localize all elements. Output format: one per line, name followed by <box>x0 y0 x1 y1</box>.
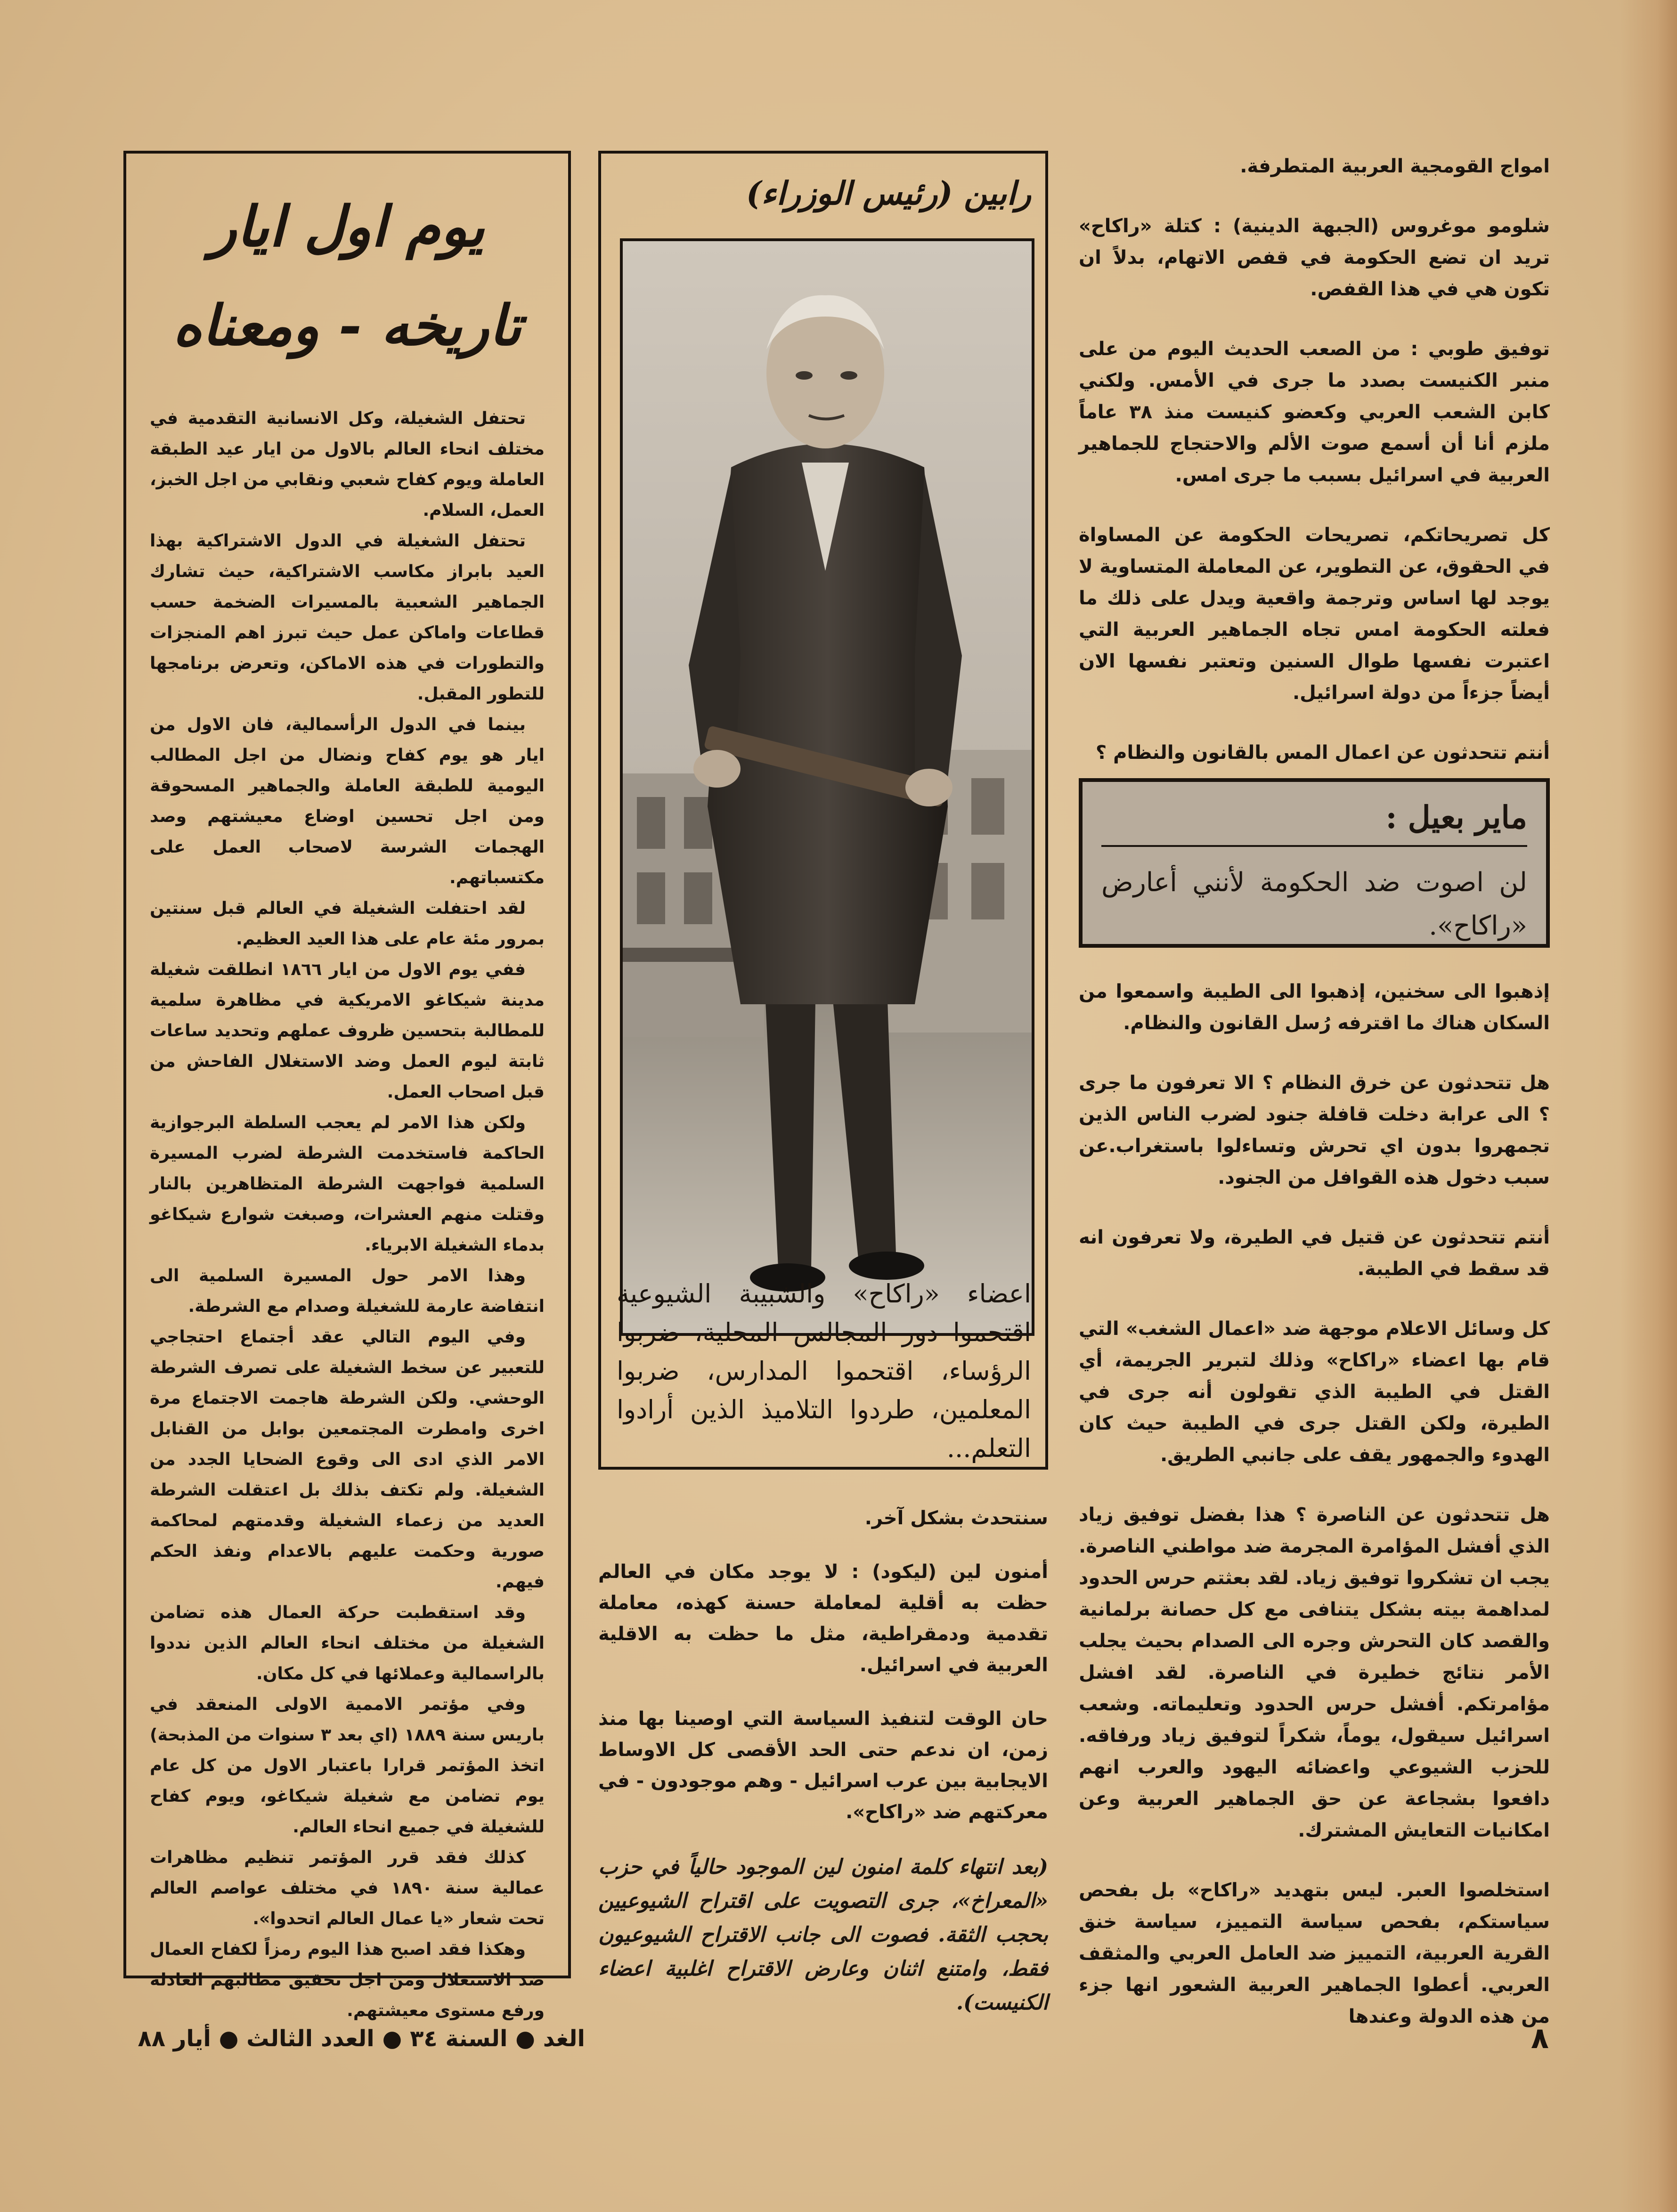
right-column <box>1079 151 1550 2027</box>
paragraph: ففي يوم الاول من ايار ١٨٦٦ انطلقت شغيلة مدينة شيكاغو الامريكية في مظاهرة سلمية للمطالبة بتحسين ظروف عملهم وتحديد ساعات ثابتة ليوم العمل وضد الاستغلال الفاحش من قبل اصحاب العمل. <box>150 960 545 1102</box>
photo-frame <box>598 151 1048 1470</box>
page-number: ٨ <box>1531 2021 1549 2055</box>
paragraph: هل تتحدثون عن الناصرة ؟ هذا بفضل توفيق زياد الذي أفشل المؤامرة المجرمة ضد مواطني الناصرة. يجب ان تشكروا توفيق زياد. لقد بعثتم حرس الحدود لمداهمة بيته بشكل يتنافى مع كل حصانة برلمانية والقصد كان التحرش وجره الى الصدام بحيث يجلب الأمر نتائج خطيرة في الناصرة. لقد افشل مؤامرتكم. أفشل حرس الحدود وتعليماته. وشعب اسرائيل سيقول، يوماً، شكراً لتوفيق زياد ورفاقه. للحزب الشيوعي واعضائه اليهود والعرب انهم دافعوا بشجاعة عن حق الجماهير العربية وعن امكانيات التعايش المشترك. <box>1079 1504 1550 1841</box>
italic-note: (بعد انتهاء كلمة امنون لين الموجود حالياً في حزب «المعراخ»، جرى التصويت على اقتراح الشيوعيين بحجب الثقة. فصوت الى جانب الاقتراح الشيوعيون فقط، وامتنع اثنان وعارض الاقتراح اغلبية اعضاء الكنيست). <box>598 1855 1048 2015</box>
paragraph: أنتم تتحدثون عن قتيل في الطيرة، ولا تعرفون انه قد سقط في الطيبة. <box>1079 1227 1550 1280</box>
page-edge <box>1620 0 1677 2212</box>
subheadline: تاريخه - ومعناه <box>173 293 521 358</box>
quote-box <box>1079 778 1550 948</box>
middle-column <box>594 151 1060 2015</box>
article-body <box>150 403 545 2026</box>
photo-rabin <box>620 238 1034 1336</box>
paragraph: وهكذا فقد اصبح هذا اليوم رمزاً لكفاح العمال ضد الاستغلال ومن اجل تحقيق مطالبهم العادلة ورفع مستوى معيشتهم. <box>150 1940 545 2020</box>
paragraph: تحتفل الشغيلة في الدول الاشتراكية بهذا العيد بابراز مكاسب الاشتراكية، حيث تشارك الجماهير الشعبية بالمسيرات الضخمة حسب قطاعات واماكن عمل حيث تبرز اهم المنجزات والتطورات في هذه الاماكن، وتعرض برنامجها للتطور المقبل. <box>150 531 545 704</box>
paragraph: حان الوقت لتنفيذ السياسة التي اوصينا بها منذ زمن، ان ندعم حتى الحد الأقصى كل الاوساط الايجابية بين عرب اسرائيل - وهم موجودون - في معركتهم ضد «راكاح». <box>598 1708 1048 1823</box>
quote-speaker: ماير بعيل : <box>1101 796 1527 847</box>
paragraph: شلومو موغروس (الجبهة الدينية) : كتلة «راكاح» تريد ان تضع الحكومة في قفص الاتهام، بدلاً ان تكون هي في هذا القفص. <box>1079 215 1550 300</box>
paragraph: هل تتحدثون عن خرق النظام ؟ الا تعرفون ما جرى ؟ الى عرابة دخلت قافلة جنود لضرب الناس الذين تجمهروا بدون اي تحرش وتساءلوا باستغراب.عن سبب دخول هذه القوافل من الجنود. <box>1079 1072 1550 1188</box>
headline: يوم اول ايار <box>210 194 485 259</box>
paragraph: كذلك فقد قرر المؤتمر تنظيم مظاهرات عمالية سنة ١٨٩٠ في مختلف عواصم العالم تحت شعار «يا عمال العالم اتحدوا». <box>150 1848 545 1928</box>
photo-illustration <box>623 241 1032 1333</box>
paragraph: استخلصوا العبر. ليس بتهديد «راكاح» بل بفحص سياستكم، بفحص سياسة التمييز، سياسة خنق القرية العربية، التمييز ضد العامل العربي والمثقف العربي. أعطوا الجماهير العربية الشعور انها جزء من هذه الدولة وعندها <box>1079 1879 1550 2027</box>
paragraph: توفيق طوبي : من الصعب الحديث اليوم من على منبر الكنيست بصدد ما جرى في الأمس. ولكني كابن الشعب العربي وكعضو كنيست منذ ٣٨ عاماً ملزم أنا أن أسمع صوت الألم والاحتجاج للجماهير العربية في اسرائيل بسبب ما جرى امس. <box>1079 338 1550 486</box>
paragraph: إذهبوا الى سخنين، إذهبوا الى الطيبة واسمعوا من السكان هناك ما اقترفه رُسل القانون والنظام. <box>1079 981 1550 1034</box>
paragraph: أمنون لين (ليكود) : لا يوجد مكان في العالم حظت به أقلية لمعاملة حسنة كهذه، معاملة تقدمية ودمقراطية، مثل ما حظت به الاقلية العربية في اسرائيل. <box>598 1561 1048 1676</box>
quote-text: لن اصوت ضد الحكومة لأنني أعارض «راكاح». <box>1101 867 1527 941</box>
paragraph: وهذا الامر حول المسيرة السلمية الى انتفاضة عارمة للشغيلة وصدام مع الشرطة. <box>150 1266 545 1316</box>
paragraph: وفي اليوم التالي عقد أجتماع احتجاجي للتعبير عن سخط الشغيلة على تصرف الشرطة الوحشي. ولكن الشرطة هاجمت الاجتماع مرة اخرى وامطرت المجتمعين بوابل من القنابل الامر الذي ادى الى وقوع الضحايا الجدد من الشغيلة. ولم تكتف بذلك بل اعتقلت الشرطة العديد من زعماء الشغيلة وقدمتهم لمحاكمة صورية وحكمت عليهم بالاعدام ونفذ الحكم فيهم. <box>150 1327 545 1592</box>
paragraph: تحتفل الشغيلة، وكل الانسانية التقدمية في مختلف انحاء العالم بالاول من ايار عيد الطبقة العاملة ويوم كفاح شعبي ونقابي من اجل الخبز، العمل، السلام. <box>150 409 545 520</box>
paragraph: وقد استقطبت حركة العمال هذه تضامن الشغيلة من مختلف انحاء العالم الذين نددوا بالراسمالية وعملائها في كل مكان. <box>150 1603 545 1683</box>
issue-info: الغد ● السنة ٣٤ ● العدد الثالث ● أيار ٨٨ <box>138 2025 585 2052</box>
paragraph: ولكن هذا الامر لم يعجب السلطة البرجوازية الحاكمة فاستخدمت الشرطة لضرب المسيرة السلمية فواجهت الشرطة المتظاهرين بالنار وقتلت منهم العشرات، وصبغت شوارع شيكاغو بدماء الشغيلة الابرياء. <box>150 1113 545 1255</box>
paragraph: لقد احتفلت الشغيلة في العالم قبل سنتين بمرور مئة عام على هذا العيد العظيم. <box>150 899 545 949</box>
paragraph: امواج القومجية العربية المتطرفة. <box>1240 155 1550 177</box>
paragraph: أنتم تتحدثون عن اعمال المس بالقانون والنظام ؟ <box>1096 742 1550 764</box>
paragraph: كل وسائل الاعلام موجهة ضد «اعمال الشغب» التي قام بها اعضاء «راكاح» وذلك لتبرير الجريمة، أي القتل في الطيبة الذي تقولون أنه جرى في الطيرة، ولكن القتل جرى في الطيبة حيث كان الهدوء والجمهور يقف على جانبي الطريق. <box>1079 1318 1550 1466</box>
photo-caption: اعضاء «راكاح» والشبيبة الشيوعية اقتحموا دور المجالس المحلية، ضربوا الرؤساء، اقتحموا المدارس، ضربوا المعلمين، طردوا التلاميذ الذين أرادوا التعلم... <box>617 1279 1031 1463</box>
photo-title: رابين (رئيس الوزراء) <box>746 175 1031 212</box>
left-column-article <box>123 151 571 2020</box>
paragraph: كل تصريحاتكم، تصريحات الحكومة عن المساواة في الحقوق، عن التطوير، عن المعاملة المتساوية لا يوجد لها اساس وترجمة واقعية ويدل على ذلك ما فعلته الحكومة امس تجاه الجماهير العربية التي اعتبرت نفسها طوال السنين وتعتبر نفسها الان أيضاً جزءاً من دولة اسرائيل. <box>1079 524 1550 704</box>
middle-text <box>598 1503 1048 2042</box>
paragraph: وفي مؤتمر الاممية الاولى المنعقد في باريس سنة ١٨٨٩ (اي بعد ٣ سنوات من المذبحة) اتخذ المؤتمر قرارا باعتبار الاول من كل عام يوم تضامن مع شغيلة شيكاغو، ويوم كفاح للشغيلة في جميع انحاء العالم. <box>150 1695 545 1837</box>
paragraph: سنتحدث بشكل آخر. <box>864 1507 1048 1529</box>
paragraph: بينما في الدول الرأسمالية، فان الاول من ايار هو يوم كفاح ونضال من اجل المطالب اليومية للطبقة العاملة والجماهير المسحوقة ومن اجل تحسين اوضاع معيشتهم وصد الهجمات الشرسة لاصحاب العمل على مكتسباتهم. <box>150 715 545 887</box>
